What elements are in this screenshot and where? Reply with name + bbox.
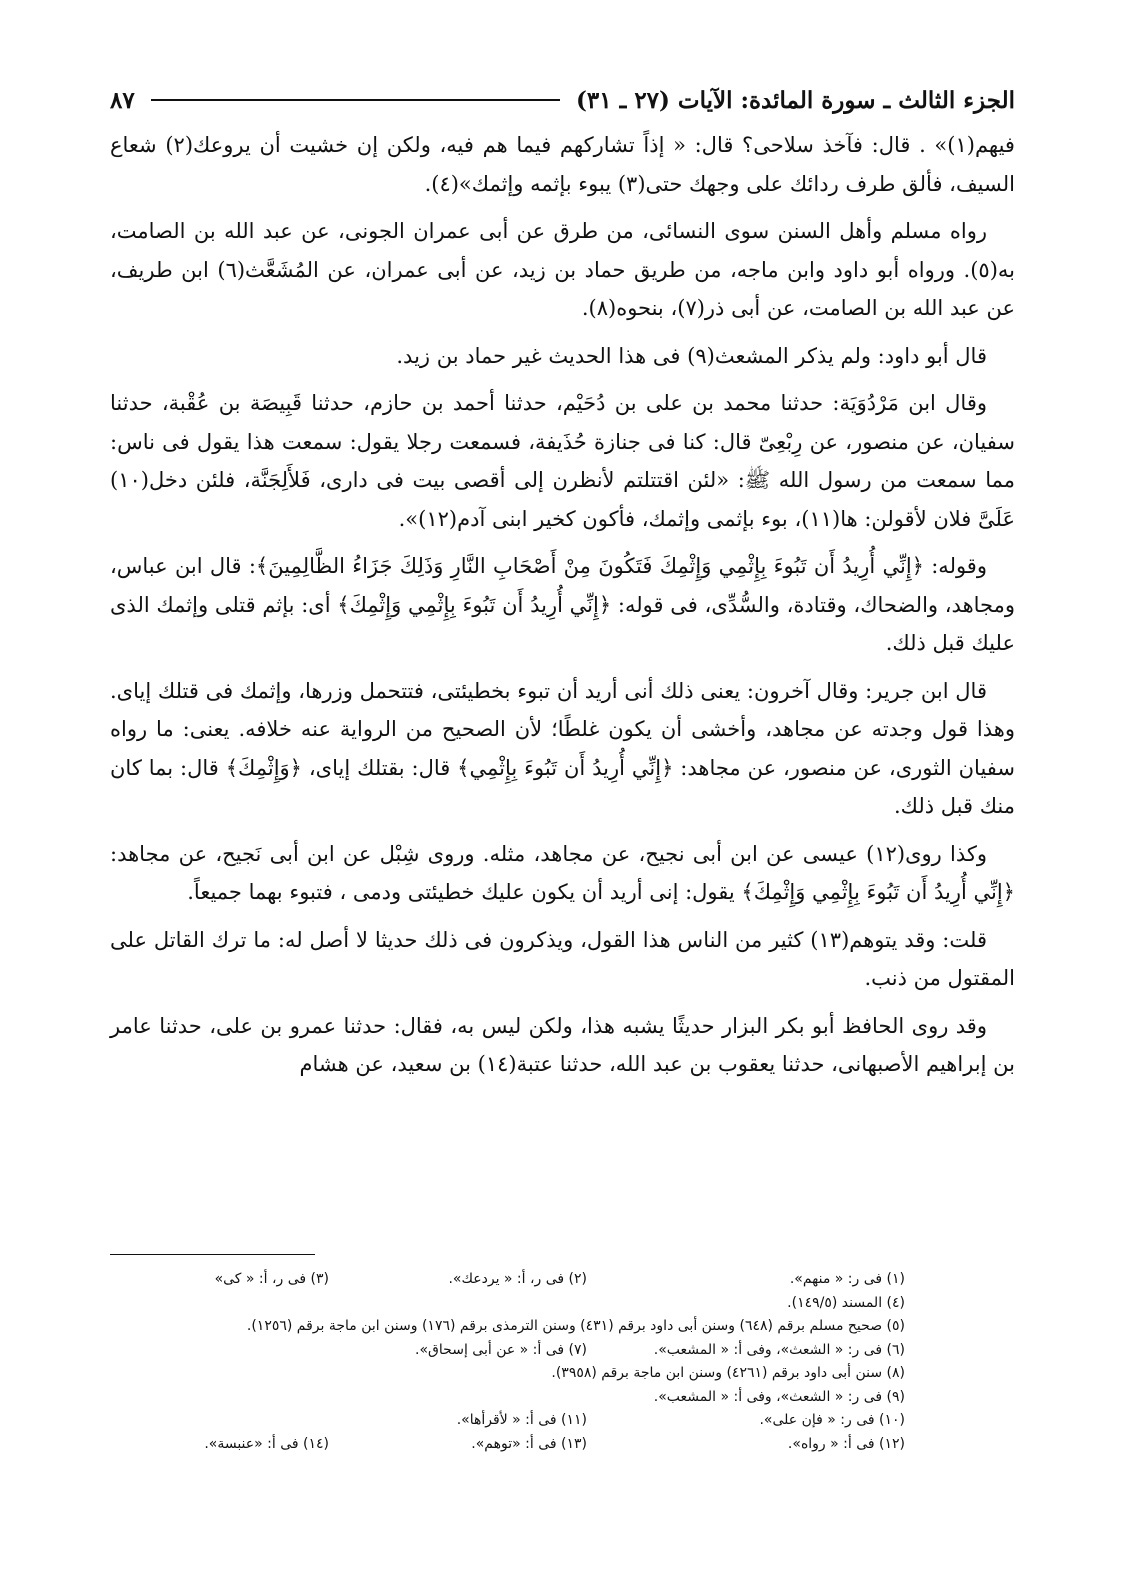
footnote-row bbox=[170, 1339, 905, 1363]
footnote: (٤) المسند (١٤٩/٥). bbox=[787, 1294, 905, 1311]
paragraph: وقال ابن مَرْدُوَيَة: حدثنا محمد بن على بن دُحَيْم، حدثنا أحمد بن حازم، حدثنا قَبِيصَة بن عُقْبة، حدثنا سفيان، عن منصور، عن رِبْعِىّ قال: كنا فى جنازة حُذَيفة، فسمعت رجلا يقول: سمعت هذا يقول فى ناس: مما سمعت من رسول الله ﷺ: «لئن اقتتلتم لأنظرن إلى أقصى بيت فى دارى، فَلأَلِجَنَّة، فلئن دخل(١٠) عَلَىَّ فلان لأقولن: ها(١١)، بوء بإثمى وإثمك، فأكون كخير ابنى آدم(١٢)». bbox=[110, 391, 1015, 531]
header-title: الجزء الثالث ـ سورة المائدة: الآيات (٢٧ ـ ٣١) bbox=[575, 86, 1015, 114]
footnote: (٦) فى ر: « الشعث»، وفى أ: « المشعب». bbox=[653, 1341, 905, 1358]
footnote: (٣) فى ر، أ: « كى» bbox=[214, 1271, 329, 1287]
footnote-row bbox=[170, 1433, 905, 1457]
running-header bbox=[110, 80, 1015, 120]
footnote-divider bbox=[110, 1254, 315, 1255]
paragraph: رواه مسلم وأهل السنن سوى النسائى، من طرق عن أبى عمران الجونى، عن عبد الله بن الصامت، به(٥). ورواه أبو داود وابن ماجه، من طريق حماد بن زيد، عن أبى عمران، عن المُشَعَّث(٦) ابن طريف، عن عبد الله بن الصامت، عن أبى ذر(٧)، بنحوه(٨). bbox=[110, 219, 1015, 320]
footnote-row bbox=[170, 1409, 905, 1433]
footnote-row bbox=[170, 1268, 905, 1292]
footnote: (٨) سنن أبى داود برقم (٤٢٦١) وسنن ابن ماجة برقم (٣٩٥٨). bbox=[551, 1365, 905, 1381]
page-number: ٨٧ bbox=[110, 86, 135, 114]
paragraph: فيهم(١)» . قال: فآخذ سلاحى؟ قال: « إذاً تشاركهم فيما هم فيه، ولكن إن خشيت أن يروعك(٢) شعاع السيف، فألق طرف ردائك على وجهك حتى(٣) يبوء بإثمه وإثمك»(٤). bbox=[110, 133, 1015, 196]
paragraph: قلت: وقد يتوهم(١٣) كثير من الناس هذا القول، ويذكرون فى ذلك حديثا لا أصل له: ما ترك القاتل على المقتول من ذنب. bbox=[110, 927, 1015, 990]
paragraph: وكذا روى(١٢) عيسى عن ابن أبى نجيح، عن مجاهد، مثله. وروى شِبْل عن ابن أبى نَجيح، عن مجاهد: ﴿إِنِّي أُرِيدُ أَن تَبُوءَ بِإِثْمِي وَإِثْمِكَ﴾ يقول: إنى أريد أن يكون عليك خطيئتى ودمى ، فتبوء بهما جميعاً. bbox=[110, 841, 1015, 904]
footnote: (١٣) فى أ: «توهم». bbox=[471, 1435, 587, 1452]
footnotes bbox=[170, 1268, 905, 1456]
paragraph: وقد روى الحافظ أبو بكر البزار حديثًا يشبه هذا، ولكن ليس به، فقال: حدثنا عمرو بن على، حدثنا عامر بن إبراهيم الأصبهانى، حدثنا يعقوب بن عبد الله، حدثنا عتبة(١٤) بن سعيد، عن هشام bbox=[110, 1013, 1015, 1076]
footnote: (١) فى ر: « منهم». bbox=[789, 1271, 905, 1287]
footnote: (١٤) فى أ: «عنبسة». bbox=[204, 1435, 329, 1452]
paragraph: قال أبو داود: ولم يذكر المشعث(٩) فى هذا الحديث غير حماد بن زيد. bbox=[396, 343, 987, 368]
footnote: (١٢) فى أ: « رواه». bbox=[787, 1435, 905, 1452]
paragraph: وقوله: ﴿إِنِّي أُرِيدُ أَن تَبُوءَ بِإِثْمِي وَإِثْمِكَ فَتَكُونَ مِنْ أَصْحَابِ النَّارِ وَذَلِكَ جَزَاءُ الظَّالِمِينَ﴾: قال ابن عباس، ومجاهد، والضحاك، وقتادة، والسُّدِّى، فى قوله: ﴿إِنِّي أُرِيدُ أَن تَبُوءَ بِإِثْمِي وَإِثْمِكَ﴾ أى: بإثم قتلى وإثمك الذى عليك قبل ذلك. bbox=[110, 554, 1015, 655]
header-rule bbox=[151, 99, 560, 101]
paragraph: قال ابن جرير: وقال آخرون: يعنى ذلك أنى أريد أن تبوء بخطيئتى، فتتحمل وزرها، وإثمك فى قتلك إياى. وهذا قول وجدته عن مجاهد، وأخشى أن يكون غلطًا؛ لأن الصحيح من الرواية عنه خلافه. يعنى: ما رواه سفيان الثورى، عن منصور، عن مجاهد: ﴿إِنِّي أُرِيدُ أَن تَبُوءَ بِإِثْمِي﴾ قال: بقتلك إياى، ﴿وَإِثْمِكَ﴾ قال: بما كان منك قبل ذلك. bbox=[110, 678, 1015, 818]
footnote: (١٠) فى ر: « فإن على». bbox=[759, 1412, 905, 1428]
footnote: (٩) فى ر: « الشعث»، وفى أ: « المشعب». bbox=[653, 1388, 905, 1405]
footnote: (٧) فى أ: « عن أبى إسحاق». bbox=[415, 1341, 587, 1358]
footnote: (١١) فى أ: « لأقرأها». bbox=[456, 1412, 587, 1428]
main-text bbox=[110, 126, 1015, 1084]
footnote: (٥) صحيح مسلم برقم (٦٤٨) وسنن أبى داود برقم (٤٣١) وسنن الترمذى برقم (١٧٦) وسنن ابن ماجة برقم (١٢٥٦). bbox=[246, 1318, 905, 1334]
footnote: (٢) فى ر، أ: « يردعك». bbox=[448, 1271, 587, 1287]
document-page bbox=[110, 80, 1015, 1093]
